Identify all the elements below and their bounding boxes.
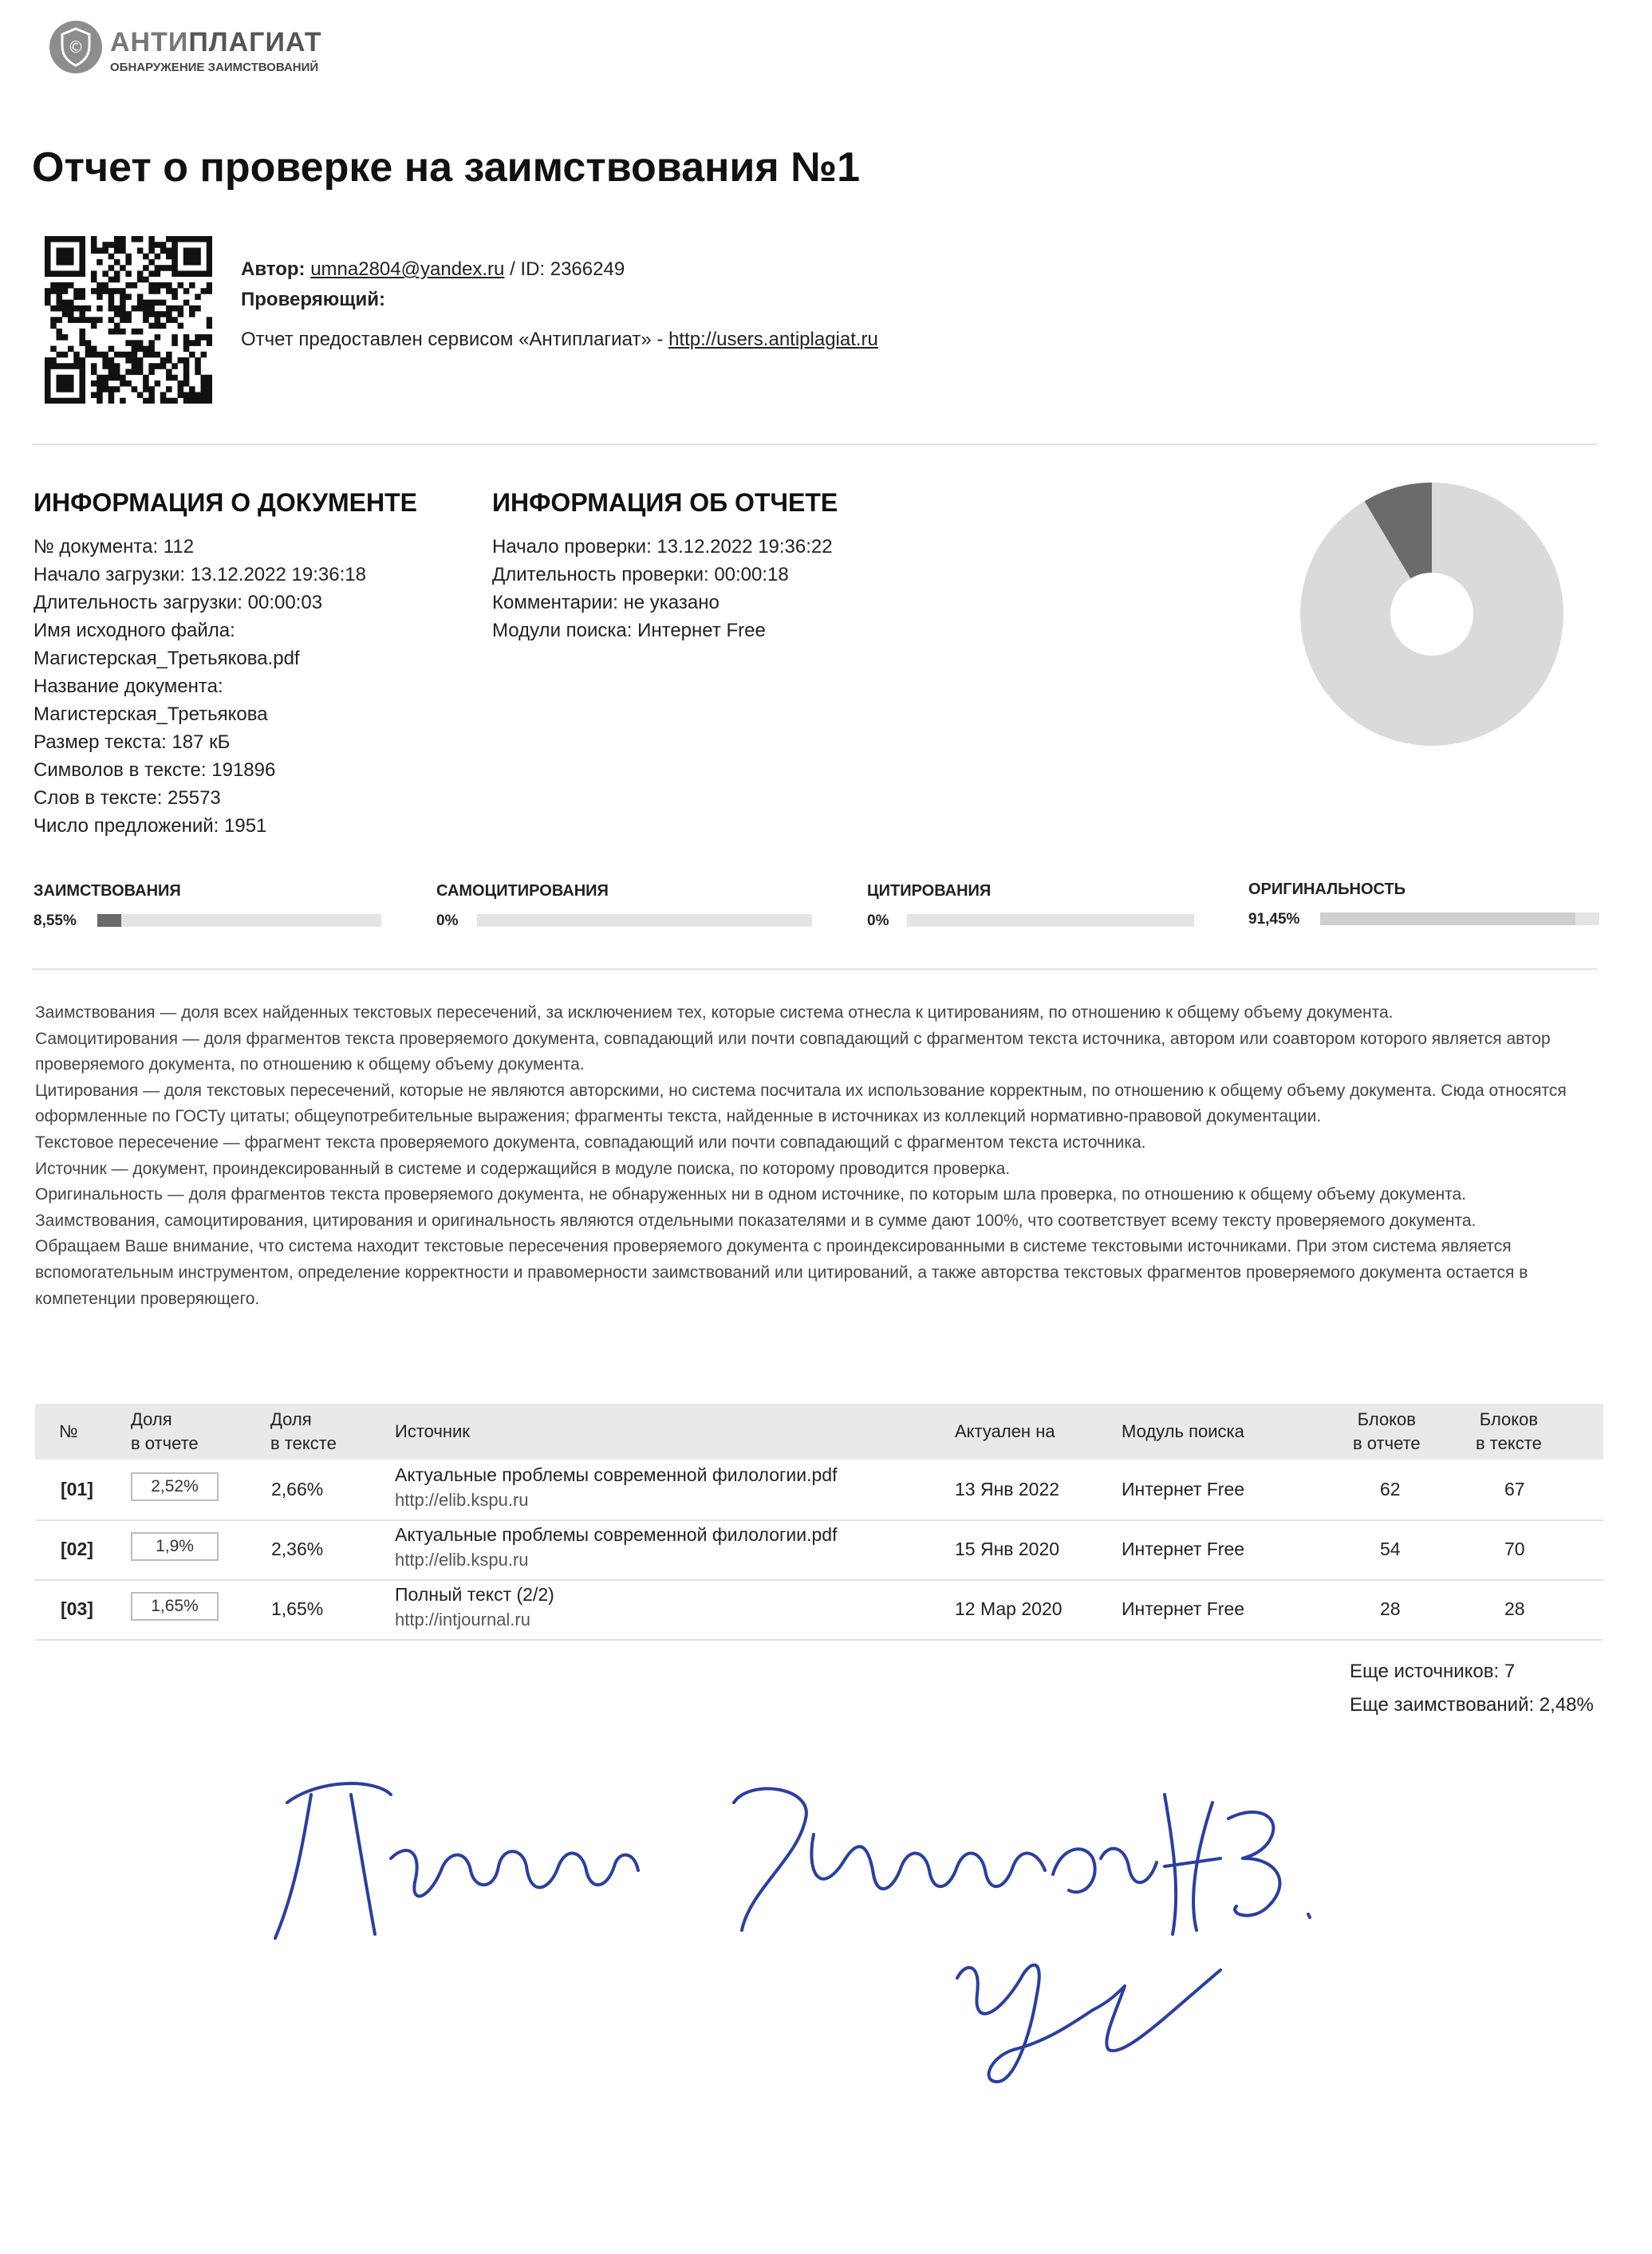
search-module: Интернет Free <box>1122 1479 1245 1499</box>
stat-bar-borrowing <box>97 914 381 927</box>
reviewer-label: Проверяющий: <box>241 289 385 310</box>
col-share-report <box>131 1408 199 1456</box>
source-title[interactable]: Актуальные проблемы современной филологии.pdf <box>395 1524 838 1545</box>
actual-date: 13 Янв 2022 <box>955 1479 1060 1499</box>
stat-label-selfcite: САМОЦИТИРОВАНИЯ <box>436 882 609 900</box>
col-share-text-line1: Доля <box>270 1409 312 1429</box>
stat-bar-fill <box>1320 912 1575 925</box>
doc-info-line: Имя исходного файла: <box>34 620 235 641</box>
share-report-box[interactable]: 1,9% <box>131 1532 219 1561</box>
qr-code <box>45 236 212 404</box>
more-borrowings: Еще заимствований: 2,48% <box>1350 1694 1594 1716</box>
reviewer-line <box>241 289 385 311</box>
doc-info-line: Символов в тексте: 191896 <box>34 759 276 781</box>
doc-info-line: Начало загрузки: 13.12.2022 19:36:18 <box>34 564 366 585</box>
report-info-line: Длительность проверки: 00:00:18 <box>492 564 789 585</box>
report-info-line: Комментарии: не указано <box>492 592 720 613</box>
blocks-report: 54 <box>1380 1539 1401 1559</box>
share-text: 2,66% <box>271 1479 324 1499</box>
definition-paragraph: Самоцитирования — доля фрагментов текста проверяемого документа, совпадающий или почти совпадающий с фрагментом текста источника, автором или соавтором которого является автор проверяемого документа, по отношению к общему объему документа. <box>35 1029 1551 1074</box>
share-text: 2,36% <box>271 1539 324 1559</box>
report-info-heading: ИНФОРМАЦИЯ ОБ ОТЧЕТЕ <box>492 488 838 517</box>
definition-paragraph: Оригинальность — доля фрагментов текста проверяемого документа, не обнаруженных ни в одном источнике, по которым шла проверка, по отношению к общему объему документа. <box>35 1185 1467 1204</box>
author-label: Автор: <box>241 258 306 280</box>
definition-paragraph: Источник — документ, проиндексированный в системе и содержащийся в модуле поиска, по которому проводится проверка. <box>35 1159 1011 1178</box>
doc-info-line: Слов в тексте: 25573 <box>34 787 221 809</box>
doc-info-line: Число предложений: 1951 <box>34 815 267 837</box>
col-share-report-line1: Доля <box>131 1409 172 1429</box>
col-share-report-line2: в отчете <box>131 1433 199 1453</box>
col-blocks-report-line1: Блоков <box>1357 1409 1416 1429</box>
doc-info-line: № документа: 112 <box>34 536 195 558</box>
blocks-report: 62 <box>1380 1479 1401 1499</box>
col-num: № <box>59 1421 78 1441</box>
svg-text:©: © <box>68 37 84 57</box>
provided-text: Отчет предоставлен сервисом «Антиплагиат» - <box>241 329 664 350</box>
blocks-text: 67 <box>1504 1479 1525 1499</box>
stat-value-citation: 0% <box>867 912 889 929</box>
antiplagiat-link[interactable]: http://users.antiplagiat.ru <box>668 329 878 350</box>
blocks-report: 28 <box>1380 1598 1401 1619</box>
row-num: [02] <box>61 1539 93 1559</box>
doc-info-line: Размер текста: 187 кБ <box>34 731 231 753</box>
col-share-text <box>270 1408 337 1456</box>
pie-hole <box>1390 573 1473 656</box>
table-row[interactable] <box>35 1579 1603 1641</box>
logo-shield-icon <box>49 21 102 73</box>
stat-label-originality: ОРИГИНАЛЬНОСТЬ <box>1248 881 1406 898</box>
logo-subtitle: ОБНАРУЖЕНИЕ ЗАИМСТВОВАНИЙ <box>110 61 319 74</box>
doc-info-line: Магистерская_Третьякова.pdf <box>34 648 300 669</box>
stat-value-borrowing: 8,55% <box>34 912 77 929</box>
doc-info-heading: ИНФОРМАЦИЯ О ДОКУМЕНТЕ <box>34 488 417 517</box>
col-share-text-line2: в тексте <box>270 1433 337 1453</box>
report-info-line: Модули поиска: Интернет Free <box>492 620 766 641</box>
search-module: Интернет Free <box>1122 1598 1245 1619</box>
col-module: Модуль поиска <box>1122 1421 1244 1441</box>
blocks-text: 28 <box>1504 1598 1525 1619</box>
stat-label-borrowing: ЗАИМСТВОВАНИЯ <box>34 882 181 900</box>
stat-bar-selfcite <box>477 914 812 927</box>
col-source: Источник <box>395 1421 470 1441</box>
share-report-box[interactable]: 1,65% <box>131 1592 219 1621</box>
col-actual: Актуален на <box>955 1421 1055 1441</box>
source-url[interactable]: http://intjournal.ru <box>395 1610 530 1629</box>
stat-bar-citation <box>907 914 1194 927</box>
source-title[interactable]: Актуальные проблемы современной филологии.pdf <box>395 1464 838 1485</box>
stat-bar-originality <box>1320 912 1599 925</box>
row-num: [01] <box>61 1479 93 1499</box>
doc-info-list <box>34 533 366 840</box>
table-row[interactable] <box>35 1519 1603 1581</box>
col-blocks-report <box>1353 1408 1421 1456</box>
definition-paragraph: Заимствования — доля всех найденных текстовых пересечений, за исключением тех, которые система отнесла к цитированиям, по отношению к общему объему документа. <box>35 1003 1394 1022</box>
definition-paragraph: Цитирования — доля текстовых пересечений, которые не являются авторскими, но система посчитала их использование корректным, по отношению к общему объему документа. Сюда относятся оформленные по ГОСТу цитаты; общеупотребительные выражения; фрагменты текста, найденные в источниках из коллекций нормативно-правовой документации. <box>35 1081 1567 1126</box>
actual-date: 15 Янв 2020 <box>955 1539 1060 1559</box>
signature <box>933 1930 1268 2110</box>
author-id: / ID: 2366249 <box>510 258 625 280</box>
definition-paragraph: Заимствования, самоцитирования, цитирования и оригинальность являются отдельными показателями и в сумме дают 100%, что соответствует всему тексту проверяемого документа. <box>35 1211 1477 1230</box>
doc-info-line: Длительность загрузки: 00:00:03 <box>34 592 323 613</box>
source-url[interactable]: http://elib.kspu.ru <box>395 1490 529 1510</box>
doc-info-line: Название документа: <box>34 676 223 697</box>
author-line <box>241 258 625 281</box>
definition-paragraph: Текстовое пересечение — фрагмент текста проверяемого документа, совпадающий или почти совпадающий с фрагментом текста источника. <box>35 1133 1146 1152</box>
share-text: 1,65% <box>271 1598 324 1619</box>
actual-date: 12 Мар 2020 <box>955 1598 1063 1619</box>
provided-line <box>241 329 878 351</box>
doc-info-line: Магистерская_Третьякова <box>34 703 268 725</box>
search-module: Интернет Free <box>1122 1539 1245 1559</box>
stat-bar-fill <box>97 914 121 927</box>
stat-value-originality: 91,45% <box>1248 911 1300 928</box>
stat-value-selfcite: 0% <box>436 912 459 929</box>
definitions-block <box>35 1000 1599 1312</box>
table-row[interactable] <box>35 1460 1603 1521</box>
source-url[interactable]: http://elib.kspu.ru <box>395 1550 529 1570</box>
logo-name: АНТИПЛАГИАТ <box>110 27 322 57</box>
divider <box>32 443 1597 445</box>
page-title: Отчет о проверке на заимствования №1 <box>32 144 861 191</box>
col-blocks-text-line1: Блоков <box>1479 1409 1539 1429</box>
col-blocks-report-line2: в отчете <box>1353 1433 1421 1453</box>
originality-pie-chart <box>1300 483 1563 746</box>
author-email-link[interactable]: umna2804@yandex.ru <box>310 258 505 280</box>
share-report-box[interactable]: 2,52% <box>131 1472 219 1501</box>
stat-label-citation: ЦИТИРОВАНИЯ <box>867 882 992 900</box>
more-sources: Еще источников: 7 <box>1350 1661 1516 1682</box>
sources-table-header <box>35 1404 1603 1460</box>
report-info-list <box>492 533 833 644</box>
col-blocks-text-line2: в тексте <box>1476 1433 1542 1453</box>
row-num: [03] <box>61 1598 93 1619</box>
blocks-text: 70 <box>1504 1539 1525 1559</box>
source-title[interactable]: Полный текст (2/2) <box>395 1584 554 1605</box>
definition-paragraph: Обращаем Ваше внимание, что система находит текстовые пересечения проверяемого документа с проиндексированными в системе текстовыми источниками. При этом система является вспомогательным инструментом, определение корректности и правомерности заимствований или цитирований, а также авторства текстовых фрагментов проверяемого документа остается в компетенции проверяющего. <box>35 1237 1528 1308</box>
col-blocks-text <box>1476 1408 1542 1456</box>
divider <box>32 968 1597 970</box>
report-info-line: Начало проверки: 13.12.2022 19:36:22 <box>492 536 833 558</box>
